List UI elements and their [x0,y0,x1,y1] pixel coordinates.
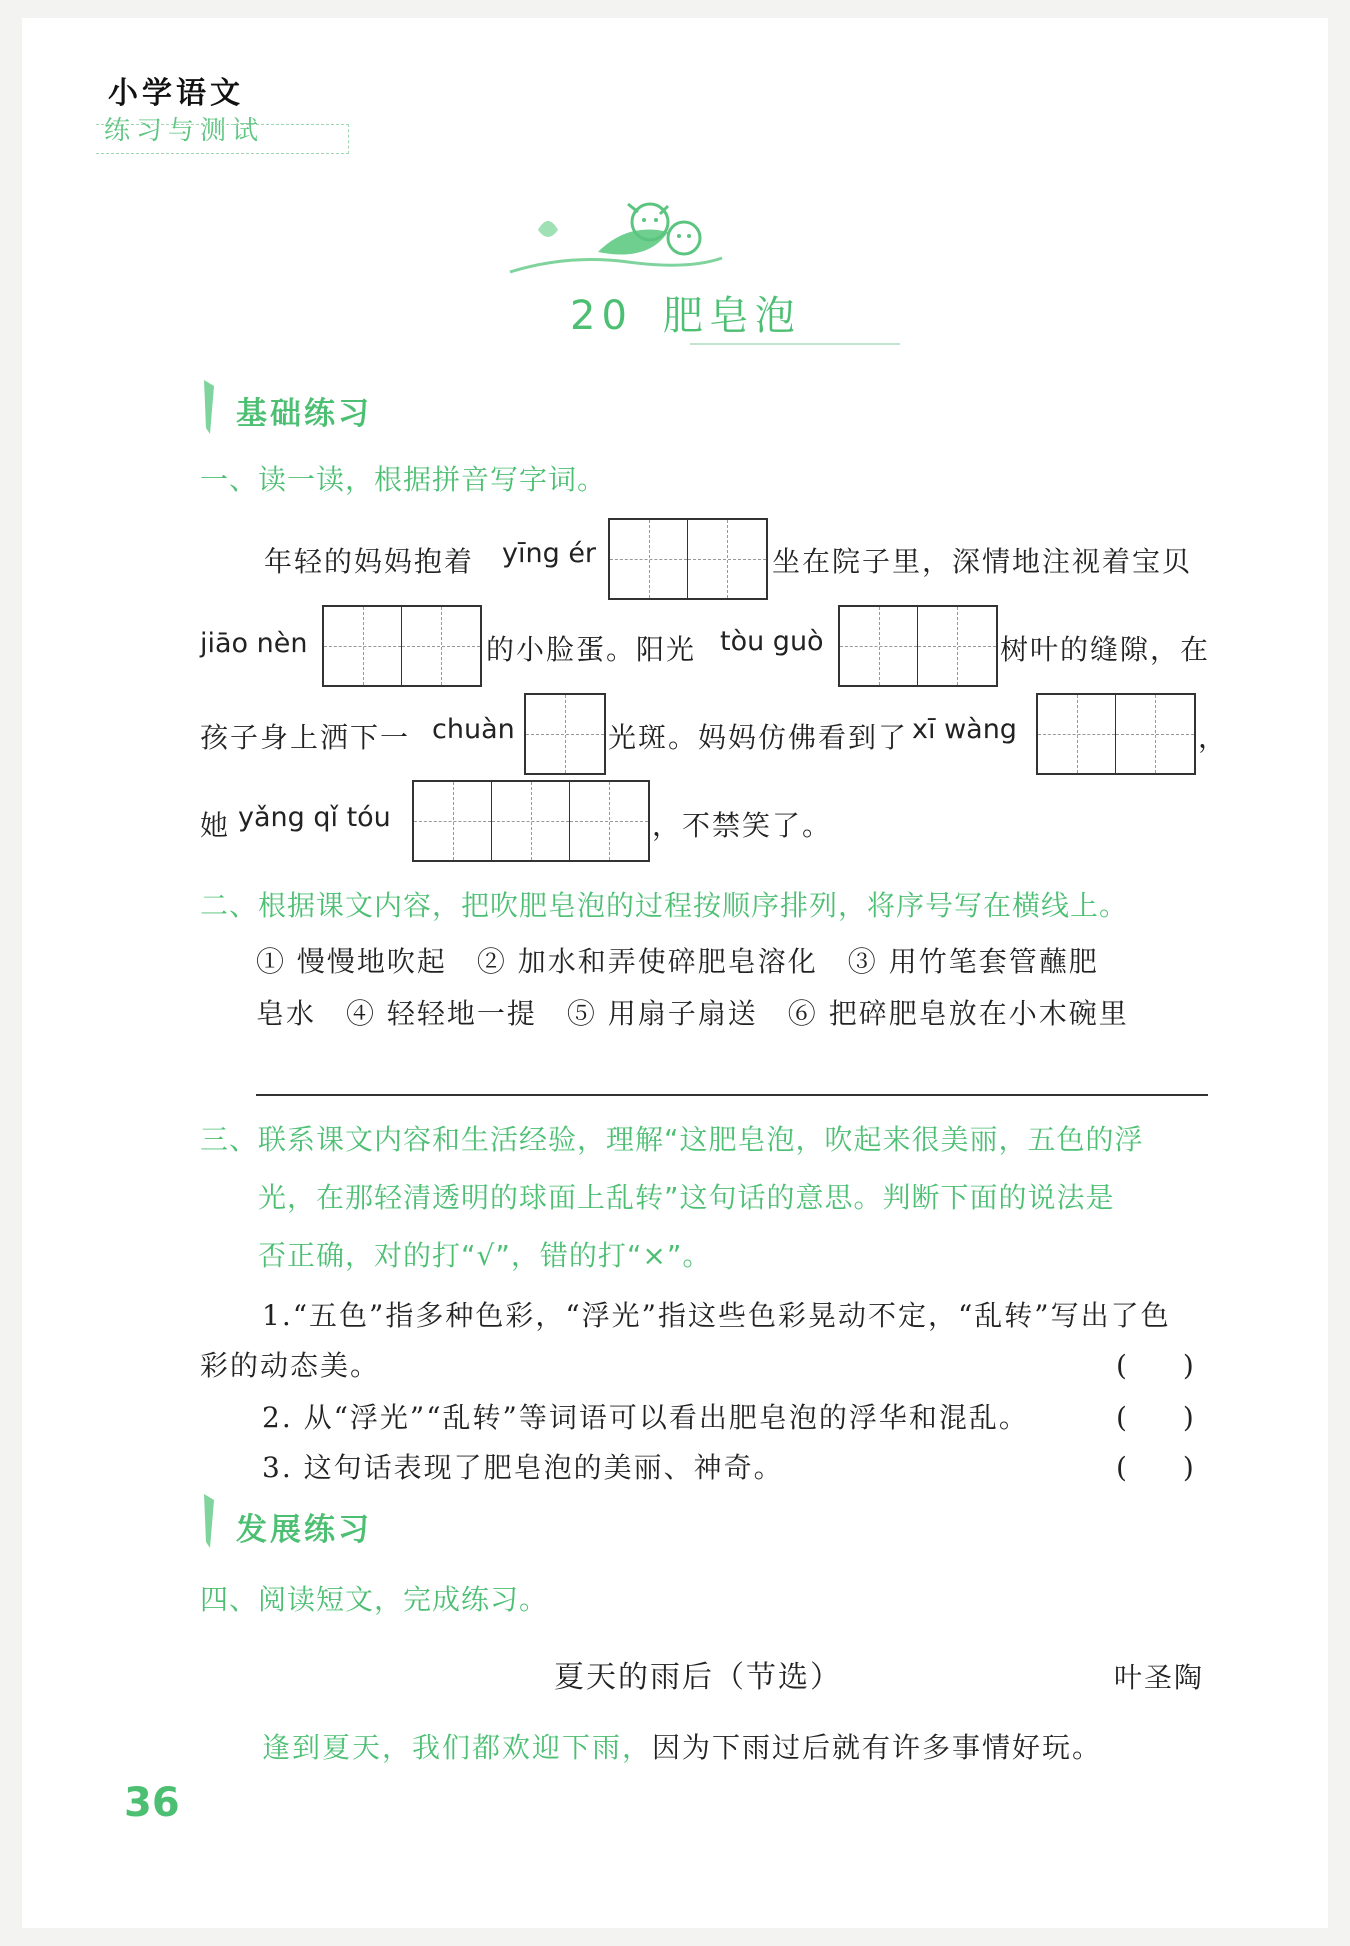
pinyin-label: yīng ér [502,538,597,569]
q1-text: 的小脸蛋。阳光 [486,633,697,666]
pen-icon [200,1492,216,1550]
pen-icon [200,378,216,436]
answer-box-chuan[interactable] [524,693,606,775]
question-3-title-line1: 三、联系课文内容和生活经验，理解“这肥皂泡，吹起来很美丽，五色的浮 [200,1123,1144,1156]
section-basic-practice: 基础练习 [236,396,372,432]
lesson-number: 20 [570,293,633,339]
q1-text: 光斑。妈妈仿佛看到了 [608,721,909,754]
section-development-practice: 发展练习 [236,1512,372,1548]
answer-box-yangqitou[interactable] [412,780,650,862]
answer-box-yinger[interactable] [608,518,768,600]
q1-text: ，不禁笑了。 [652,809,833,842]
answer-box-touguo[interactable] [838,605,998,687]
answer-box-xiwang[interactable] [1036,693,1196,775]
q3-item3: 3. 这句话表现了肥皂泡的美丽、神奇。 [262,1451,784,1484]
q3-answer-3[interactable]: ( ) [1116,1451,1194,1484]
q1-text: 树叶的缝隙，在 [1000,633,1211,666]
answer-box-jiaonen[interactable] [322,605,482,687]
article-title: 夏天的雨后（节选） [554,1660,842,1695]
kids-illustration-icon [508,192,724,284]
question-3-title-line2: 光，在那轻清透明的球面上乱转”这句话的意思。判断下面的说法是 [258,1181,1115,1214]
question-1-title: 一、读一读，根据拼音写字词。 [200,463,607,496]
q3-item1-line2: 彩的动态美。 [200,1349,381,1382]
lesson-title [570,284,801,341]
q3-answer-2[interactable]: ( ) [1116,1401,1194,1434]
pinyin-label: chuàn [432,714,515,745]
q1-text: ， [1198,721,1229,754]
answer-line[interactable] [256,1094,1208,1096]
book-subtitle: 练习与测试 [104,116,265,146]
article-author: 叶圣陶 [1114,1661,1205,1694]
q2-options-line2: 皂水 ④ 轻轻地一提 ⑤ 用扇子扇送 ⑥ 把碎肥皂放在小木碗里 [256,997,1129,1030]
header-dashed-frame [96,124,349,154]
page-number: 36 [124,1780,180,1826]
lesson-name: 肥皂泡 [662,293,801,339]
question-3-title-line3: 否正确，对的打“√”，错的打“×”。 [258,1239,712,1272]
article-text: 因为下雨过后就有许多事情好玩。 [652,1731,1103,1764]
q1-text: 孩子身上洒下一 [200,721,411,754]
q3-answer-1[interactable]: ( ) [1116,1349,1194,1382]
q1-text: 她 [200,809,231,842]
pinyin-label: tòu guò [720,626,824,657]
question-4-title: 四、阅读短文，完成练习。 [200,1583,549,1616]
q2-options-line1: ① 慢慢地吹起 ② 加水和弄使碎肥皂溶化 ③ 用竹笔套管蘸肥 [256,945,1099,978]
question-2-title: 二、根据课文内容，把吹肥皂泡的过程按顺序排列，将序号写在横线上。 [200,889,1129,922]
book-title: 小学语文 [108,76,244,111]
q1-text: 坐在院子里，深情地注视着宝贝 [772,545,1193,578]
title-underline [690,343,900,345]
article-text-highlighted: 逢到夏天，我们都欢迎下雨， [262,1731,653,1764]
q3-item2: 2. 从“浮光”“乱转”等词语可以看出肥皂泡的浮华和混乱。 [262,1401,1029,1434]
pinyin-label: yǎng qǐ tóu [238,802,391,833]
article-first-line [262,1726,1102,1766]
pinyin-label: jiāo nèn [200,628,308,659]
q1-text: 年轻的妈妈抱着 [264,545,475,578]
q3-item1-line1: 1.“五色”指多种色彩，“浮光”指这些色彩晃动不定，“乱转”写出了色 [262,1299,1171,1332]
pinyin-label: xī wàng [912,714,1017,745]
